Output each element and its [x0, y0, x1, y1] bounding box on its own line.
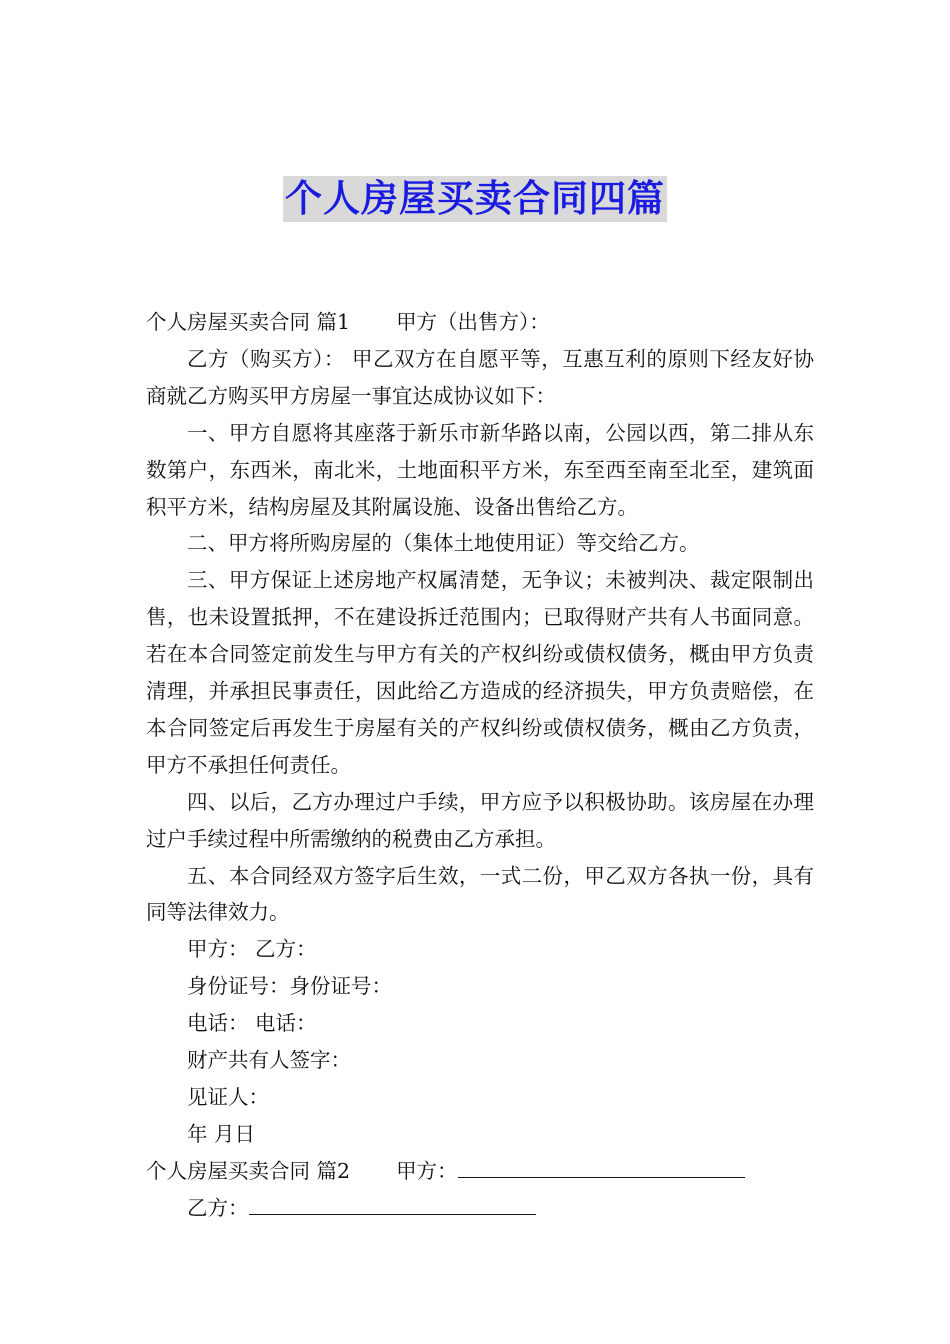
signature-witness: 见证人： [187, 1084, 269, 1109]
section1-party-a: 甲方（出售方）： [396, 310, 550, 334]
paragraph-clause-3: 三、甲方保证上述房地产权属清楚，无争议；未被判决、裁定限制出售，也未设置抵押，不在建设拆迁范围内；已取得财产共有人书面同意。若在本合同签定前发生与甲方有关的产权纠纷或债权债务，概由甲方负责清理，并承担民事责任，因此给乙方造成的经济损失，甲方负责赔偿，在本合同签定后再发生于房屋有关的产权纠纷或债权债务，概由乙方负责，甲方不承担任何责任。 [146, 568, 814, 777]
document-body [146, 304, 814, 1227]
section2-heading: 个人房屋买卖合同 篇2 [146, 1158, 351, 1183]
paragraph-clause-1: 一、甲方自愿将其座落于新乐市新华路以南，公园以西，第二排从东数第户，东西米，南北米，土地面积平方米，东至西至南至北至，建筑面积平方米，结构房屋及其附属设施、设备出售给乙方。 [146, 420, 814, 519]
signature-id-numbers: 身份证号：身份证号： [187, 974, 392, 999]
section2-party-b-line [146, 1190, 814, 1227]
section1-heading-line [146, 304, 814, 341]
signature-co-owner: 财产共有人签字： [187, 1048, 351, 1073]
paragraph-intro: 乙方（购买方）： 甲乙双方在自愿平等，互惠互利的原则下经友好协商就乙方购买甲方房屋一事宜达成协议如下： [146, 346, 814, 408]
paragraph-clause-4: 四、以后，乙方办理过户手续，甲方应予以积极协助。该房屋在办理过户手续过程中所需缴纳的税费由乙方承担。 [146, 789, 814, 851]
section2-heading-line [146, 1153, 814, 1190]
section1-heading: 个人房屋买卖合同 篇1 [146, 310, 351, 334]
signature-parties: 甲方： 乙方： [187, 937, 317, 962]
section2-party-b-label: 乙方： [187, 1195, 249, 1220]
signature-date: 年 月日 [187, 1121, 256, 1146]
paragraph-clause-5: 五、本合同经双方签字后生效，一式二份，甲乙双方各执一份，具有同等法律效力。 [146, 863, 814, 925]
party-a-blank-line [458, 1153, 745, 1178]
paragraph-clause-2: 二、甲方将所购房屋的（集体土地使用证）等交给乙方。 [187, 531, 700, 556]
signature-phones: 电话： 电话： [187, 1011, 317, 1036]
title-container [0, 176, 950, 222]
party-b-blank-line [249, 1190, 536, 1215]
document-title: 个人房屋买卖合同四篇 [285, 177, 665, 220]
section2-party-a-label: 甲方： [396, 1158, 458, 1183]
